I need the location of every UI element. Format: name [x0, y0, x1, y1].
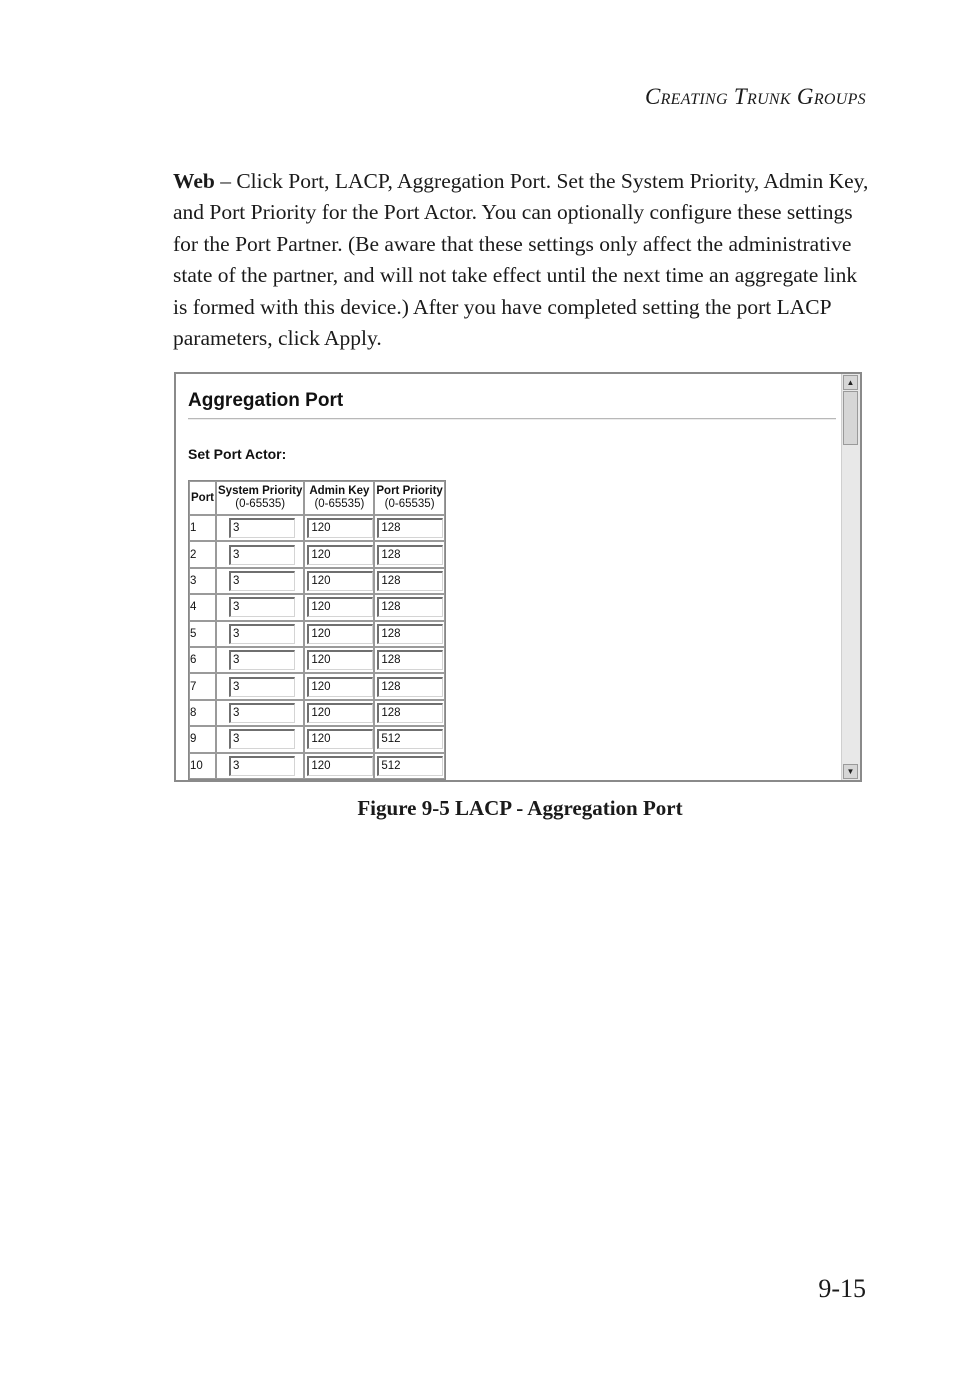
admin-key-cell: [304, 568, 374, 594]
port-actor-table: [188, 480, 446, 780]
port-priority-cell: [374, 673, 444, 699]
system-priority-input[interactable]: 3: [229, 624, 295, 644]
port-priority-input[interactable]: 128: [377, 545, 443, 565]
system-priority-cell: [216, 515, 304, 541]
admin-key-cell: [304, 541, 374, 567]
running-head: Creating Trunk Groups: [644, 84, 866, 109]
table-row: [189, 515, 445, 541]
scroll-up-button[interactable]: [843, 375, 858, 390]
aggregation-port-screenshot: [174, 372, 862, 782]
port-priority-input[interactable]: 128: [377, 597, 443, 617]
port-number: 10: [189, 753, 216, 779]
admin-key-input[interactable]: 120: [307, 650, 373, 670]
system-priority-cell: [216, 541, 304, 567]
table-row: [189, 726, 445, 752]
system-priority-input[interactable]: 3: [229, 597, 295, 617]
admin-key-input[interactable]: 120: [307, 571, 373, 591]
header-port-priority: [374, 481, 444, 515]
admin-key-cell: [304, 753, 374, 779]
header-admin-key-range: (0-65535): [314, 498, 365, 510]
system-priority-input[interactable]: 3: [229, 545, 295, 565]
port-priority-cell: [374, 541, 444, 567]
triangle-down-icon: ▼: [846, 766, 855, 776]
system-priority-cell: [216, 568, 304, 594]
scrollbar-thumb[interactable]: [843, 391, 858, 445]
port-priority-cell: [374, 515, 444, 541]
table-row: [189, 541, 445, 567]
admin-key-cell: [304, 647, 374, 673]
port-priority-input[interactable]: 128: [377, 677, 443, 697]
header-port-priority-range: (0-65535): [384, 498, 435, 510]
table-row: [189, 568, 445, 594]
triangle-up-icon: ▲: [846, 377, 855, 387]
system-priority-cell: [216, 621, 304, 647]
table-row: [189, 753, 445, 779]
port-number: 9: [189, 726, 216, 752]
port-priority-input[interactable]: 128: [377, 624, 443, 644]
port-number: 7: [189, 673, 216, 699]
admin-key-cell: [304, 700, 374, 726]
section-label: Set Port Actor:: [188, 446, 287, 462]
system-priority-input[interactable]: 3: [229, 729, 295, 749]
admin-key-input[interactable]: 120: [307, 729, 373, 749]
system-priority-cell: [216, 647, 304, 673]
table-row: [189, 673, 445, 699]
port-number: 6: [189, 647, 216, 673]
admin-key-input[interactable]: 120: [307, 518, 373, 538]
admin-key-input[interactable]: 120: [307, 756, 373, 776]
admin-key-cell: [304, 594, 374, 620]
intro-text: – Click Port, LACP, Aggregation Port. Set the System Priority, Admin Key, and Port Priority for the Port Actor. You can optionally configure these settings for the Port Partner. (Be aware that these settings only affect the administrative state of the partner, and will not take effect until the next time an aggregate link is formed with this device.) After you have completed setting the port LACP parameters, click Apply.: [173, 169, 869, 351]
port-number: 4: [189, 594, 216, 620]
system-priority-input[interactable]: 3: [229, 756, 295, 776]
table-header-row: [189, 481, 445, 515]
port-number: 5: [189, 621, 216, 647]
port-priority-input[interactable]: 512: [377, 756, 443, 776]
system-priority-input[interactable]: 3: [229, 650, 295, 670]
header-system-priority: [216, 481, 304, 515]
table-row: [189, 594, 445, 620]
header-port: Port: [189, 481, 216, 515]
page-number: 9-15: [818, 1274, 866, 1303]
admin-key-input[interactable]: 120: [307, 703, 373, 723]
system-priority-cell: [216, 673, 304, 699]
admin-key-input[interactable]: 120: [307, 677, 373, 697]
system-priority-input[interactable]: 3: [229, 518, 295, 538]
port-priority-input[interactable]: 512: [377, 729, 443, 749]
scroll-down-button[interactable]: [843, 764, 858, 779]
system-priority-cell: [216, 594, 304, 620]
table-row: [189, 700, 445, 726]
port-priority-cell: [374, 700, 444, 726]
table-row: [189, 647, 445, 673]
panel-title: Aggregation Port: [188, 390, 344, 411]
table-row: [189, 621, 445, 647]
header-port-priority-label: Port Priority: [376, 485, 443, 497]
figure-caption: Figure 9-5 LACP - Aggregation Port: [357, 796, 683, 820]
port-priority-cell: [374, 726, 444, 752]
system-priority-input[interactable]: 3: [229, 571, 295, 591]
system-priority-input[interactable]: 3: [229, 703, 295, 723]
admin-key-input[interactable]: 120: [307, 545, 373, 565]
header-system-priority-range: (0-65535): [235, 498, 286, 510]
admin-key-cell: [304, 726, 374, 752]
port-number: 2: [189, 541, 216, 567]
port-priority-input[interactable]: 128: [377, 518, 443, 538]
port-priority-cell: [374, 594, 444, 620]
intro-paragraph: [173, 166, 873, 354]
header-admin-key: [304, 481, 374, 515]
admin-key-cell: [304, 515, 374, 541]
header-admin-key-label: Admin Key: [309, 485, 370, 497]
title-divider: [188, 418, 836, 420]
system-priority-cell: [216, 726, 304, 752]
admin-key-cell: [304, 621, 374, 647]
port-priority-cell: [374, 621, 444, 647]
admin-key-input[interactable]: 120: [307, 597, 373, 617]
system-priority-cell: [216, 700, 304, 726]
port-priority-input[interactable]: 128: [377, 650, 443, 670]
port-number: 3: [189, 568, 216, 594]
port-number: 1: [189, 515, 216, 541]
port-number: 8: [189, 700, 216, 726]
vertical-scrollbar[interactable]: [841, 374, 860, 780]
admin-key-input[interactable]: 120: [307, 624, 373, 644]
port-rows: [189, 515, 445, 779]
port-priority-cell: [374, 753, 444, 779]
admin-key-cell: [304, 673, 374, 699]
port-priority-cell: [374, 568, 444, 594]
system-priority-input[interactable]: 3: [229, 677, 295, 697]
intro-lead: Web: [173, 169, 215, 193]
port-priority-input[interactable]: 128: [377, 703, 443, 723]
port-priority-input[interactable]: 128: [377, 571, 443, 591]
system-priority-cell: [216, 753, 304, 779]
port-priority-cell: [374, 647, 444, 673]
header-system-priority-label: System Priority: [218, 485, 303, 497]
